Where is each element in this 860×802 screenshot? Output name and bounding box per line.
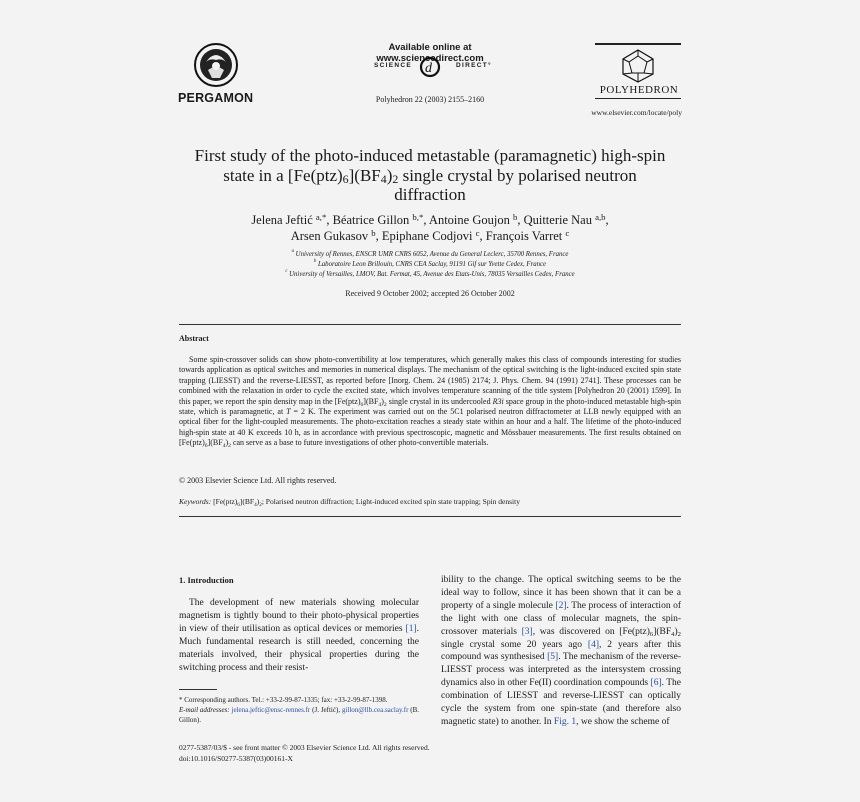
author-name: Jelena Jeftić [251,213,313,227]
footnotes [179,695,419,725]
body-column-right: ibility to the change. The optical switching seems to be the ideal way to follow, since it has been shown that it can be a property of a single molecule [2]. The process of interaction of the light with one class of molecular magnets, the spin-crossover materials [3], was discovered on $[Fe(ptz)_6](BF_4)_2$ single crystal some 20 years ago [4], 2 years after this compound was synthesised [5]. The mechanism of the reverse-LIESST process was interpreted as the intersystem crossing dynamics also in other Fe(II) coordination compounds [6]. The combination of LIESST and reverse-LIESST can optically cycle the system from one spin-state (and therefore also magnetic state) to another. In Fig. 1, we show the scheme of [441,575,682,727]
abstract-copyright: © 2003 Elsevier Science Ltd. All rights reserved. [179,476,337,485]
figure-link[interactable]: Fig. 1 [553,716,577,727]
reference-link[interactable]: [1] [405,623,417,634]
affiliation: $^c$ University of Versailles, LMOV, Bat. Fermat, 45, Avenue des Etats-Unis, 78035 Versailles Cedex, France [285,269,575,278]
author-name: Quitterie Nau [523,213,592,227]
reference-link[interactable]: [2] [555,600,567,611]
journal-name: POLYHEDRON [599,84,679,96]
sciencedirect-science-text: SCIENCE [374,62,412,69]
author-name: Epiphane Codjovi [381,228,473,243]
article-title: First study of the photo-induced metastable (paramagnetic) high-spin state in a $[Fe(ptz)_6](BF_4)_2$ single crystal by polarised neutron diffraction [194,146,666,204]
body-column-left: The development of new materials showing molecular magnetism is tightly bound to their photo-physical properties in view of their utilisation as optical devices or memories [1]. Much fundamental research is still needed, concerning the materials involved, their physical properties during the switching process and their resist- [179,598,419,673]
doi-line: doi:10.1016/S0277-5387(03)00161-X [179,754,293,763]
affiliation: $^a$ University of Rennes, ENSCR UMR CNRS 6052, Avenue du General Leclerc, 35700 Rennes, France [291,249,569,258]
issn-and-doi [179,742,499,764]
corresponding-author-note: * Corresponding authors. Tel.: +33-2-99-87-1335; fax: +33-2-99-87-1398. [179,696,388,704]
author-name: Béatrice Gillon [332,213,410,227]
affiliation: $^b$ Laboratoire Leon Brillouin, CNRS CEA Saclay, 91191 Gif sur Yvette Cedex, France [313,259,547,268]
svg-text:d: d [425,61,432,76]
polyhedron-top-rule [595,43,681,45]
author-name: François Varret [485,228,563,243]
author-name: Arsen Gukasov [290,228,369,243]
abstract-bottom-rule [179,516,681,517]
email-link[interactable]: gillon@llb.cea.saclay.fr [341,706,409,714]
author-name: Antoine Goujon [428,213,510,227]
email-link[interactable]: jelena.jeftic@ensc-rennes.fr [231,706,311,714]
affiliation-list [190,250,670,280]
reference-link[interactable]: [4] [587,639,599,650]
email-note: E-mail addresses: jelena.jeftic@ensc-rennes.fr (J. Jeftić), gillon@llb.cea.saclay.fr (B. Gillon). [179,706,420,724]
sciencedirect-direct-text: DIRECT° [456,62,492,69]
footnote-rule [179,689,217,690]
journal-website-link[interactable]: www.elsevier.com/locate/poly [591,108,682,117]
keywords: Keywords: $[Fe(ptz)_6](BF_4)_2$; Polarised neutron diffraction; Light-induced excited spin state trapping; Spin density [179,497,520,508]
reference-link[interactable]: [6] [650,678,662,689]
author-list: Jelena Jeftić $^{a,*}$, Béatrice Gillon $^{b,*}$, Antoine Goujon $^b$, Quitterie Nau $^{a,b}$, Arsen Gukasov $^b$, Epiphane Codjovi $^c$, François Varret $^c$ [251,212,609,243]
available-online-text: Available online at www.sciencedirect.com [376,42,484,64]
journal-reference: Polyhedron 22 (2003) 2155–2160 [375,95,485,104]
issn-line: 0277-5387/03/$ - see front matter © 2003 Elsevier Science Ltd. All rights reserved. [179,743,430,752]
reference-link[interactable]: [5] [547,652,559,663]
reference-link[interactable]: [3] [521,626,533,637]
section-heading-introduction: 1. Introduction [179,575,234,585]
abstract-heading: Abstract [179,334,209,343]
received-dates: Received 9 October 2002; accepted 26 October 2002 [345,289,515,298]
pergamon-tree-logo-icon [192,42,240,88]
polyhedron-icon [620,48,656,84]
abstract-body: Some spin-crossover solids can show photo-convertibility at low temperatures, which generally makes this class of compounds interesting for studies towards application as optical switches and memories in numerical displays. The mechanism of the optical switching is the light-induced excited spin state trapping (LIESST) and the reverse-LIESST, as reported before [Inorg. Chem. 24 (1985) 2174; J. Phys. Chem. 94 (1991) 2741]. These processes can be combined with the relaxation in order to cycle the excited state, which involves temperature scanning of the title system [Polyhedron 20 (2001) 1599]. In this paper, we report the spin density map in the $[Fe(ptz)_6](BF_4)_2$ single crystal in its undercooled R3i space group in the photo-induced metastable high-spin state, which is paramagnetic, at T = 2 K. The experiment was carried out on the 5C1 polarised neutron diffractometer at LLB newly equipped with an optical fiber for the light-coupled measurements. The photo-excitation reaches a steady state within an hour and a half. The lifetime of the photo-induced high-spin state at 40 K exceeds 10 h, as in accordance with previous spectroscopic, magnetic and Mössbauer measurements. The first results obtained on $[Fe(ptz)_6](BF_4)_2$ can serve as a base to future investigations of other photo-convertible materials. [179,355,682,450]
publisher-name: PERGAMON [178,91,254,105]
abstract-top-rule [179,324,681,325]
polyhedron-bottom-rule [595,98,681,99]
